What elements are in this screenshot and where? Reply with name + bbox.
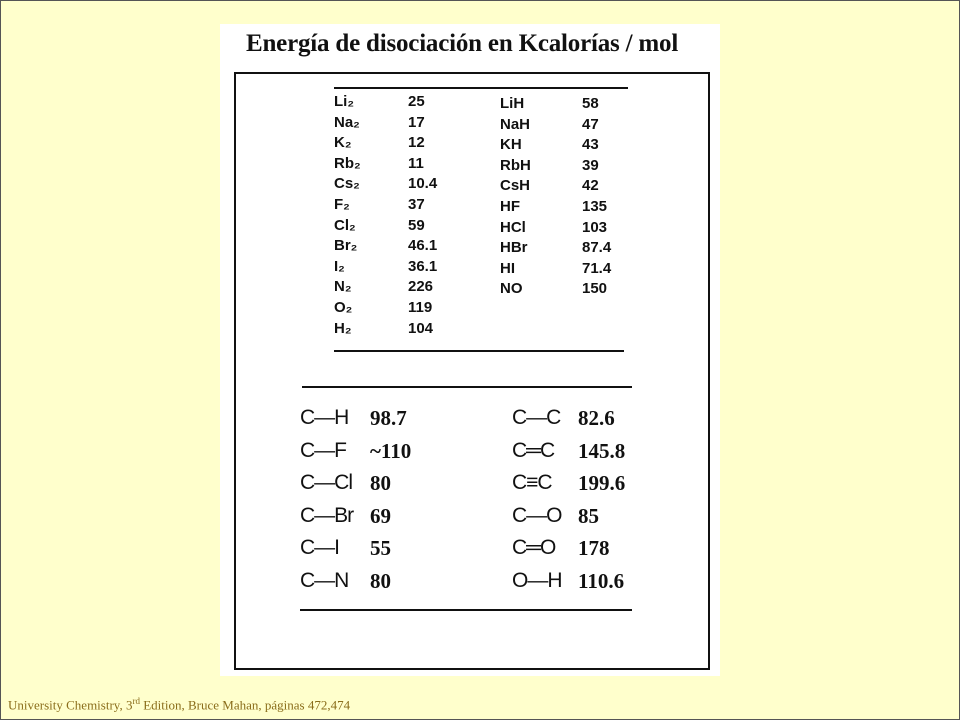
energy-value: 43 — [582, 136, 599, 154]
energy-value: 104 — [408, 319, 434, 337]
molecule-name: Cs₂ — [334, 175, 360, 193]
molecule-name: Li₂ — [334, 93, 354, 110]
bond-name: C—Cl — [300, 471, 352, 494]
bond-name: C—O — [512, 503, 562, 527]
divider — [334, 87, 628, 89]
bond-energy-value: 80 — [370, 471, 391, 495]
molecule-name: RbH — [500, 156, 531, 174]
citation-superscript: rd — [132, 696, 140, 706]
bond-energy-value: 199.6 — [578, 471, 626, 495]
divider — [300, 609, 632, 611]
bond-energy-value: 69 — [370, 503, 391, 528]
molecule-name: F₂ — [334, 196, 350, 213]
bond-energy-value: 85 — [578, 503, 599, 528]
bond-name: C—H — [300, 406, 349, 429]
energy-value: 17 — [408, 113, 425, 131]
scanned-table-image — [220, 24, 720, 676]
energy-value: 119 — [408, 299, 433, 316]
bond-energy-value: 98.7 — [370, 406, 407, 430]
energy-value: 11 — [408, 154, 424, 172]
molecule-name: NaH — [500, 115, 531, 133]
energy-value: 150 — [582, 280, 608, 298]
bond-energy-value: 82.6 — [578, 406, 615, 430]
energy-value: 39 — [582, 156, 599, 174]
table-title: Energía de disociación en Kcalorías / mol — [246, 30, 679, 57]
energy-value: 71.4 — [582, 259, 612, 277]
bond-energy-value: ~110 — [370, 438, 412, 463]
energy-value: 37 — [408, 196, 425, 213]
citation-text-end: Edition, Bruce Mahan, páginas 472,474 — [139, 697, 351, 713]
bond-name: C—F — [300, 438, 346, 462]
molecule-name: Na₂ — [334, 113, 360, 131]
energy-value: 87.4 — [582, 239, 612, 257]
energy-value: 59 — [408, 216, 425, 234]
molecule-name: HCl — [500, 218, 526, 236]
molecule-name: I₂ — [334, 257, 345, 275]
bond-name: C—N — [300, 568, 349, 592]
molecule-name: NO — [500, 280, 523, 298]
energy-value: 47 — [582, 115, 599, 133]
bond-energy-value: 145.8 — [578, 438, 626, 463]
molecule-name: Br₂ — [334, 237, 358, 255]
bond-name: C—I — [300, 536, 339, 559]
molecule-name: O₂ — [334, 299, 353, 316]
bond-energy-value: 110.6 — [578, 568, 625, 593]
energy-value: 12 — [408, 134, 425, 152]
bond-name: O—H — [512, 568, 562, 592]
energy-value: 10.4 — [408, 175, 438, 193]
energy-value: 226 — [408, 278, 434, 296]
energy-value: 46.1 — [408, 237, 438, 255]
energy-value: 25 — [408, 93, 425, 110]
energy-value: 58 — [582, 95, 599, 112]
bond-name: C—C — [512, 406, 561, 429]
energy-value: 103 — [582, 218, 608, 236]
divider — [334, 350, 624, 352]
molecule-name: N₂ — [334, 278, 352, 296]
molecule-name: KH — [500, 136, 522, 154]
bond-energy-value: 178 — [578, 536, 610, 560]
molecule-name: CsH — [500, 177, 531, 195]
molecule-name: LiH — [500, 95, 525, 112]
bond-name: C≡C — [512, 471, 552, 494]
molecule-name: HI — [500, 259, 515, 277]
energy-value: 135 — [582, 198, 608, 215]
bond-name: C═C — [512, 438, 555, 462]
bond-energy-value: 55 — [370, 536, 391, 560]
molecule-name: Cl₂ — [334, 216, 356, 234]
bond-name: C═O — [512, 536, 556, 559]
molecule-name: HF — [500, 198, 520, 215]
bond-name: C—Br — [300, 503, 354, 527]
molecule-name: K₂ — [334, 134, 352, 152]
divider — [302, 386, 632, 388]
citation-text: University Chemistry, 3 — [8, 697, 133, 713]
citation — [8, 696, 350, 713]
molecule-name: H₂ — [334, 319, 352, 337]
molecule-name: Rb₂ — [334, 154, 361, 172]
energy-value: 36.1 — [408, 257, 438, 275]
molecule-name: HBr — [500, 239, 528, 257]
bond-energy-value: 80 — [370, 568, 391, 593]
energy-value: 42 — [582, 177, 599, 195]
